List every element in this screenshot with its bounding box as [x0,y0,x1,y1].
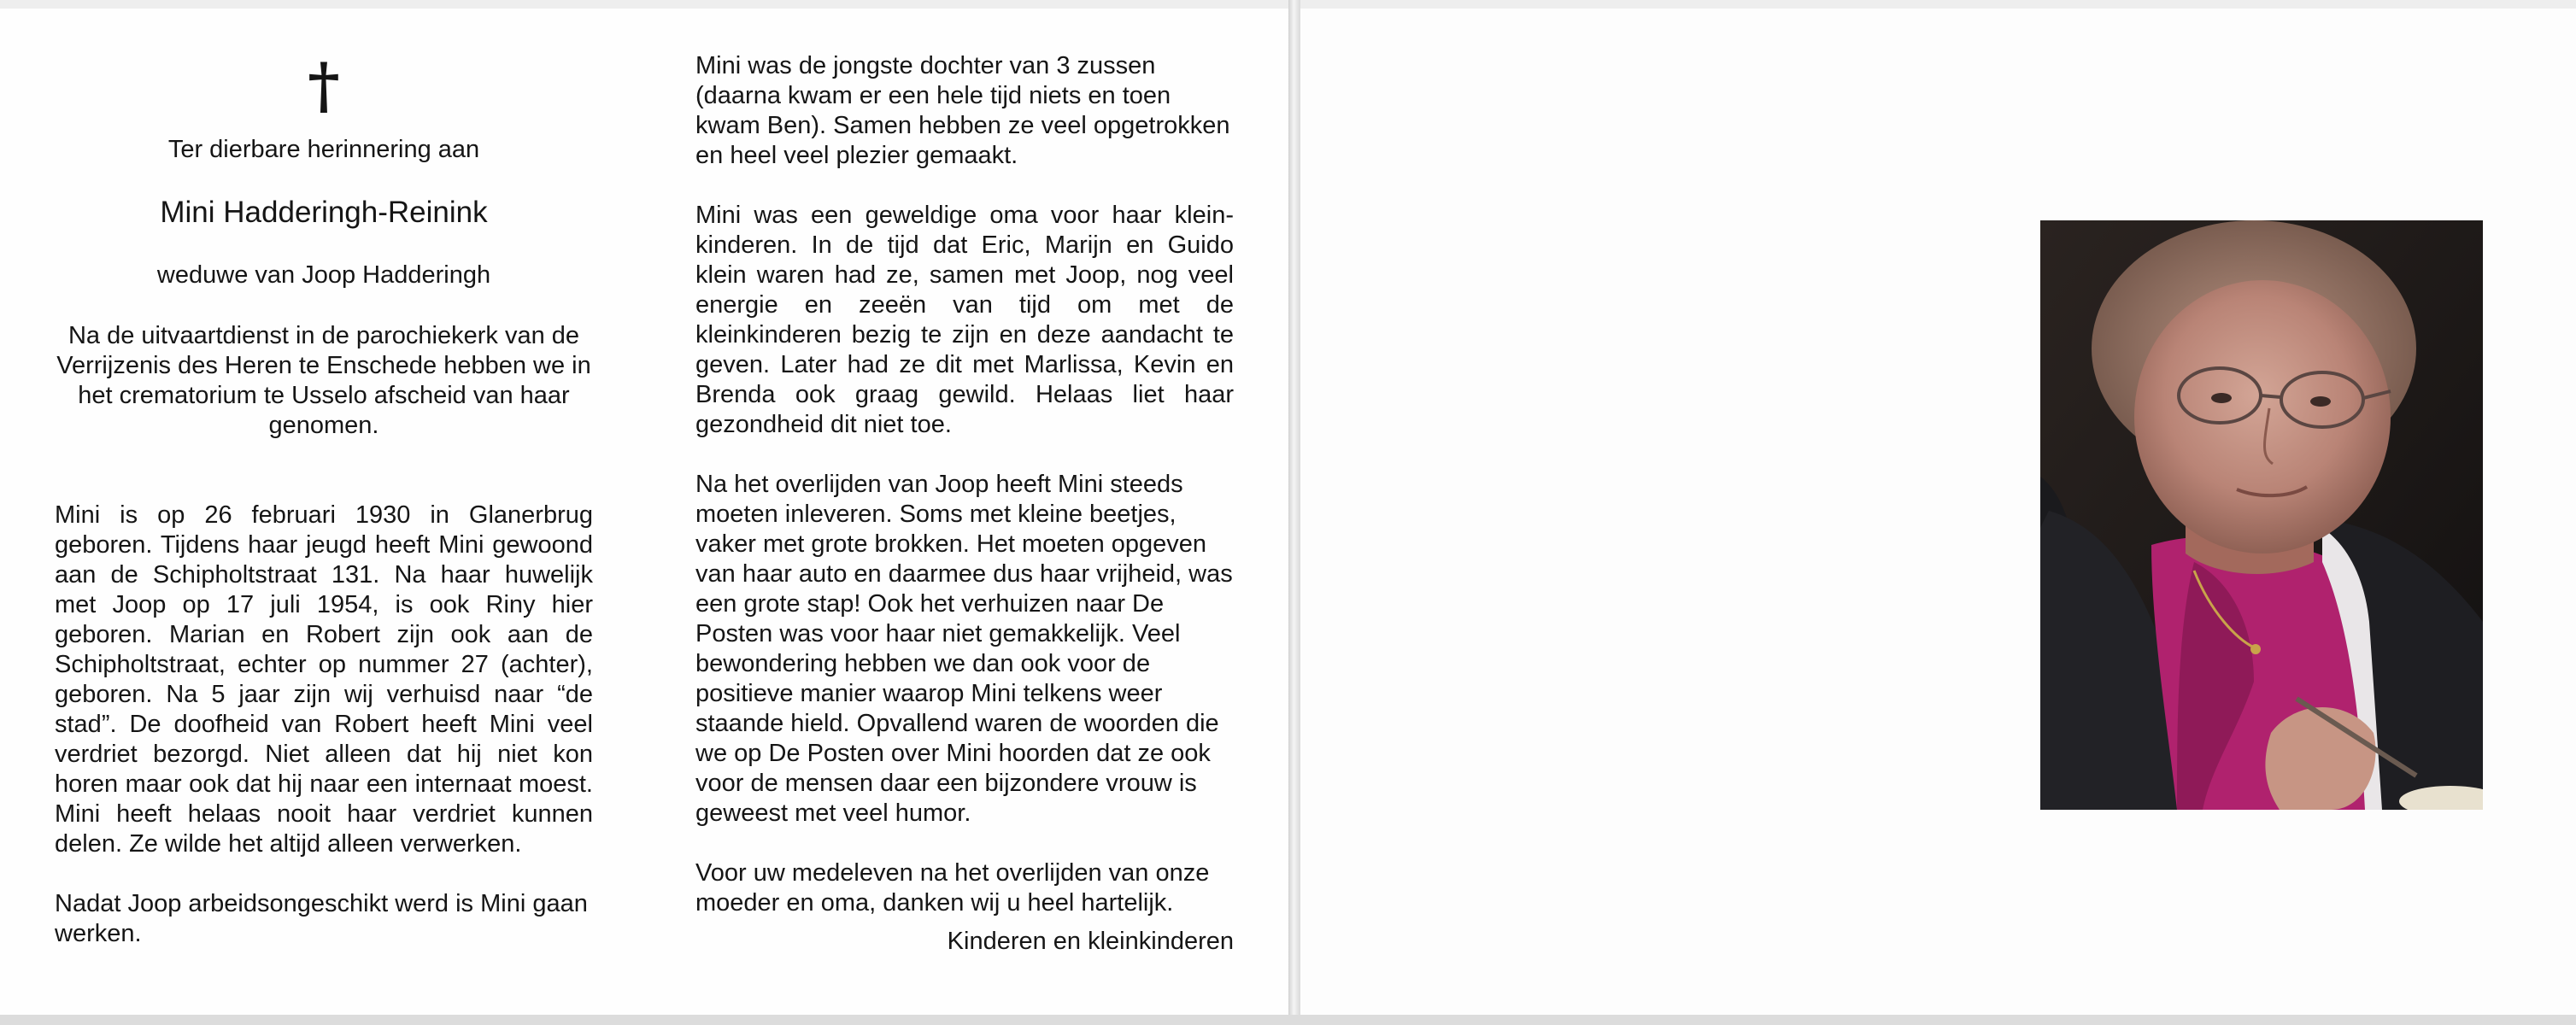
life-paragraph: Mini was de jongste dochter van 3 zussen (daarna kwam er een hele tijd niets en toen kwam Ben). Samen hebben ze veel opgetrokken en heel veel plezier gemaakt. [695,52,1230,169]
funeral-notice: Na de uitvaartdienst in de parochiekerk van de Verrijzenis des Heren te Enschede hebben we in het crematorium te Usselo afscheid van haar genomen. [56,322,591,439]
cross-icon: † [308,49,340,121]
life-paragraph: Mini was een geweldige oma voor haar klein-kinderen. In de tijd dat Eric, Marijn en Guido klein waren had ze, samen met Joop, nog veel energie en zeeën van tijd om met de kleinkinderen bezig te zijn en deze aandacht te geven. Later had ze dit met Marlissa, Kevin en Brenda ook graag gewild. Helaas liet haar gezondheid dit niet toe. [695,202,1234,438]
portrait-photo [2040,220,2483,810]
life-paragraph: Mini is op 26 februari 1930 in Glanerbrug geboren. Tijdens haar jeugd heeft Mini gewoond aan de Schipholtstraat 131. Na haar huwelijk met Joop op 17 juli 1954, is ook Riny hier geboren. Marian en Robert zijn ook aan de Schipholtstraat, echter op nummer 27 (achter), geboren. Na 5 jaar zijn wij verhuisd naar “de stad”. De doofheid van Robert heeft Mini veel verdriet bezorgd. Niet alleen dat hij niet kon horen maar ook dat hij naar een internaat moest. Mini heeft helaas nooit haar verdriet kunnen delen. Ze wilde het altijd alleen verwerken. [55,501,593,858]
life-paragraph: Nadat Joop arbeidsongeschikt werd is Mini gaan werken. [55,890,588,947]
remembrance-intro: Ter dierbare herinnering aan [167,136,480,163]
middle-text-column [695,51,1234,957]
left-text-column [55,51,593,979]
life-paragraph: Na het overlijden van Joop heeft Mini steeds moeten inleveren. Soms met kleine beetjes, vaker met grote brokken. Het moeten opgeven van haar auto en daarmee dus haar vrijheid, was een grote stap! Ook het verhuizen naar De Posten was voor haar niet gemakkelijk. Veel bewondering hebben we dan ook voor de positieve manier waarop Mini telkens weer staande hield. Opvallend waren de woorden die we op De Posten over Mini hoorden dat ze ook voor de mensen daar een bijzondere vrouw is geweest met veel humor. [695,471,1233,827]
thank-you-paragraph: Voor uw medeleven na het overlijden van onze moeder en oma, danken wij u heel hartelijk. [695,859,1210,917]
card-text-spread [0,9,1288,1015]
deceased-name: Mini Hadderingh-Reinink [160,196,488,229]
signature-line: Kinderen en kleinkinderen [947,928,1234,955]
widow-of-line: weduwe van Joop Hadderingh [156,261,491,289]
card-fold [1288,0,1300,1025]
scan-bottom-edge [0,1015,2576,1025]
